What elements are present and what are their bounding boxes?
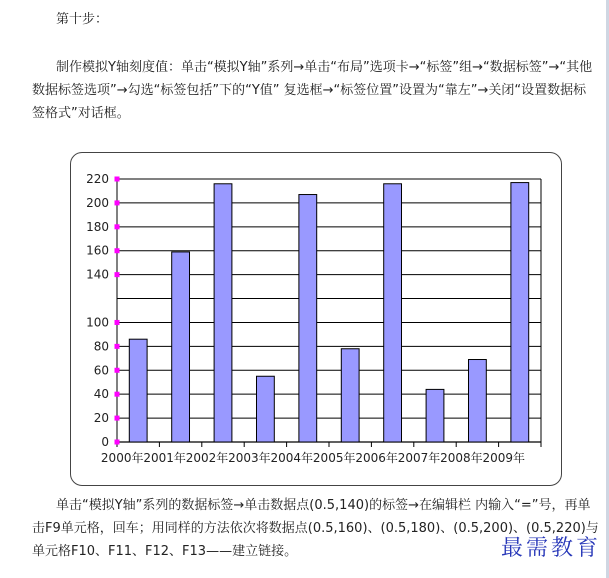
step-heading: 第十步： — [56, 12, 109, 27]
x-tick-label: 2006年 — [355, 451, 398, 465]
bar-2009年 — [511, 183, 529, 442]
bar-2001年 — [172, 252, 190, 442]
bar-2008年 — [468, 360, 486, 442]
sim-y-label-40: 40 — [93, 387, 109, 402]
sim-y-label-0: 0 — [101, 435, 109, 449]
bar-2004年 — [299, 195, 317, 442]
sim-y-label-140: 140 — [86, 267, 109, 282]
sim-y-marker-140 — [115, 272, 120, 277]
sim-y-label-220: 220 — [86, 172, 109, 186]
bar-2003年 — [256, 376, 274, 442]
sim-y-marker-220 — [115, 177, 120, 182]
instruction-paragraph-1: 制作模拟Y轴刻度值：单击“模拟Y轴”系列→单击“布局”选项卡→“标签”组→“数据标签”→“其他数据标签选项”→勾选“标签包括”下的“Y值” 复选框→“标签位置”设置为“靠左”→关闭“设置数据标签格式”对话框。 — [32, 60, 593, 121]
sim-y-label-180: 180 — [86, 219, 109, 234]
sim-y-marker-80 — [115, 344, 120, 349]
x-tick-label: 2009年 — [482, 451, 526, 465]
sim-y-marker-20 — [115, 416, 120, 421]
sim-y-marker-0 — [115, 440, 120, 445]
chart-frame — [70, 152, 562, 486]
x-tick-label: 2002年 — [185, 451, 229, 465]
bar-chart — [71, 153, 561, 485]
x-tick-label: 2003年 — [228, 451, 271, 465]
watermark-logo: 最需教育 — [500, 536, 601, 561]
sim-y-marker-40 — [115, 392, 120, 397]
bar-2000年 — [129, 339, 147, 442]
bar-2007年 — [426, 389, 444, 442]
sim-y-marker-180 — [115, 224, 120, 229]
sim-y-marker-160 — [115, 248, 120, 253]
sim-y-label-100: 100 — [86, 315, 109, 330]
x-tick-label: 2004年 — [270, 451, 314, 465]
sim-y-marker-200 — [115, 200, 120, 205]
sim-y-marker-100 — [115, 320, 120, 325]
x-tick-label: 2001年 — [143, 451, 186, 465]
sim-y-marker-60 — [115, 368, 120, 373]
sim-y-label-60: 60 — [93, 363, 109, 378]
bar-2002年 — [214, 184, 232, 442]
x-tick-label: 2005年 — [312, 451, 356, 465]
x-tick-label: 2007年 — [397, 451, 441, 465]
bar-2006年 — [384, 184, 402, 442]
sim-y-label-160: 160 — [86, 243, 109, 258]
bar-2005年 — [341, 349, 359, 442]
x-tick-label: 2000年 — [100, 451, 144, 465]
x-tick-label: 2008年 — [440, 451, 483, 465]
sim-y-label-80: 80 — [93, 339, 109, 354]
sim-y-label-20: 20 — [93, 411, 109, 426]
instruction-paragraph-2: 单击“模拟Y轴”系列的数据标签→单击数据点(0.5,140)的标签→在编辑栏 内输入“=”号，再单击F9单元格，回车；用同样的方法依次将数据点(0.5,160)、(0.5,180)、(0.5,200)、(0.5,220)与 单元格F10、F11、F12、F13——建立链接。 — [32, 498, 599, 559]
sim-y-label-200: 200 — [86, 195, 109, 210]
